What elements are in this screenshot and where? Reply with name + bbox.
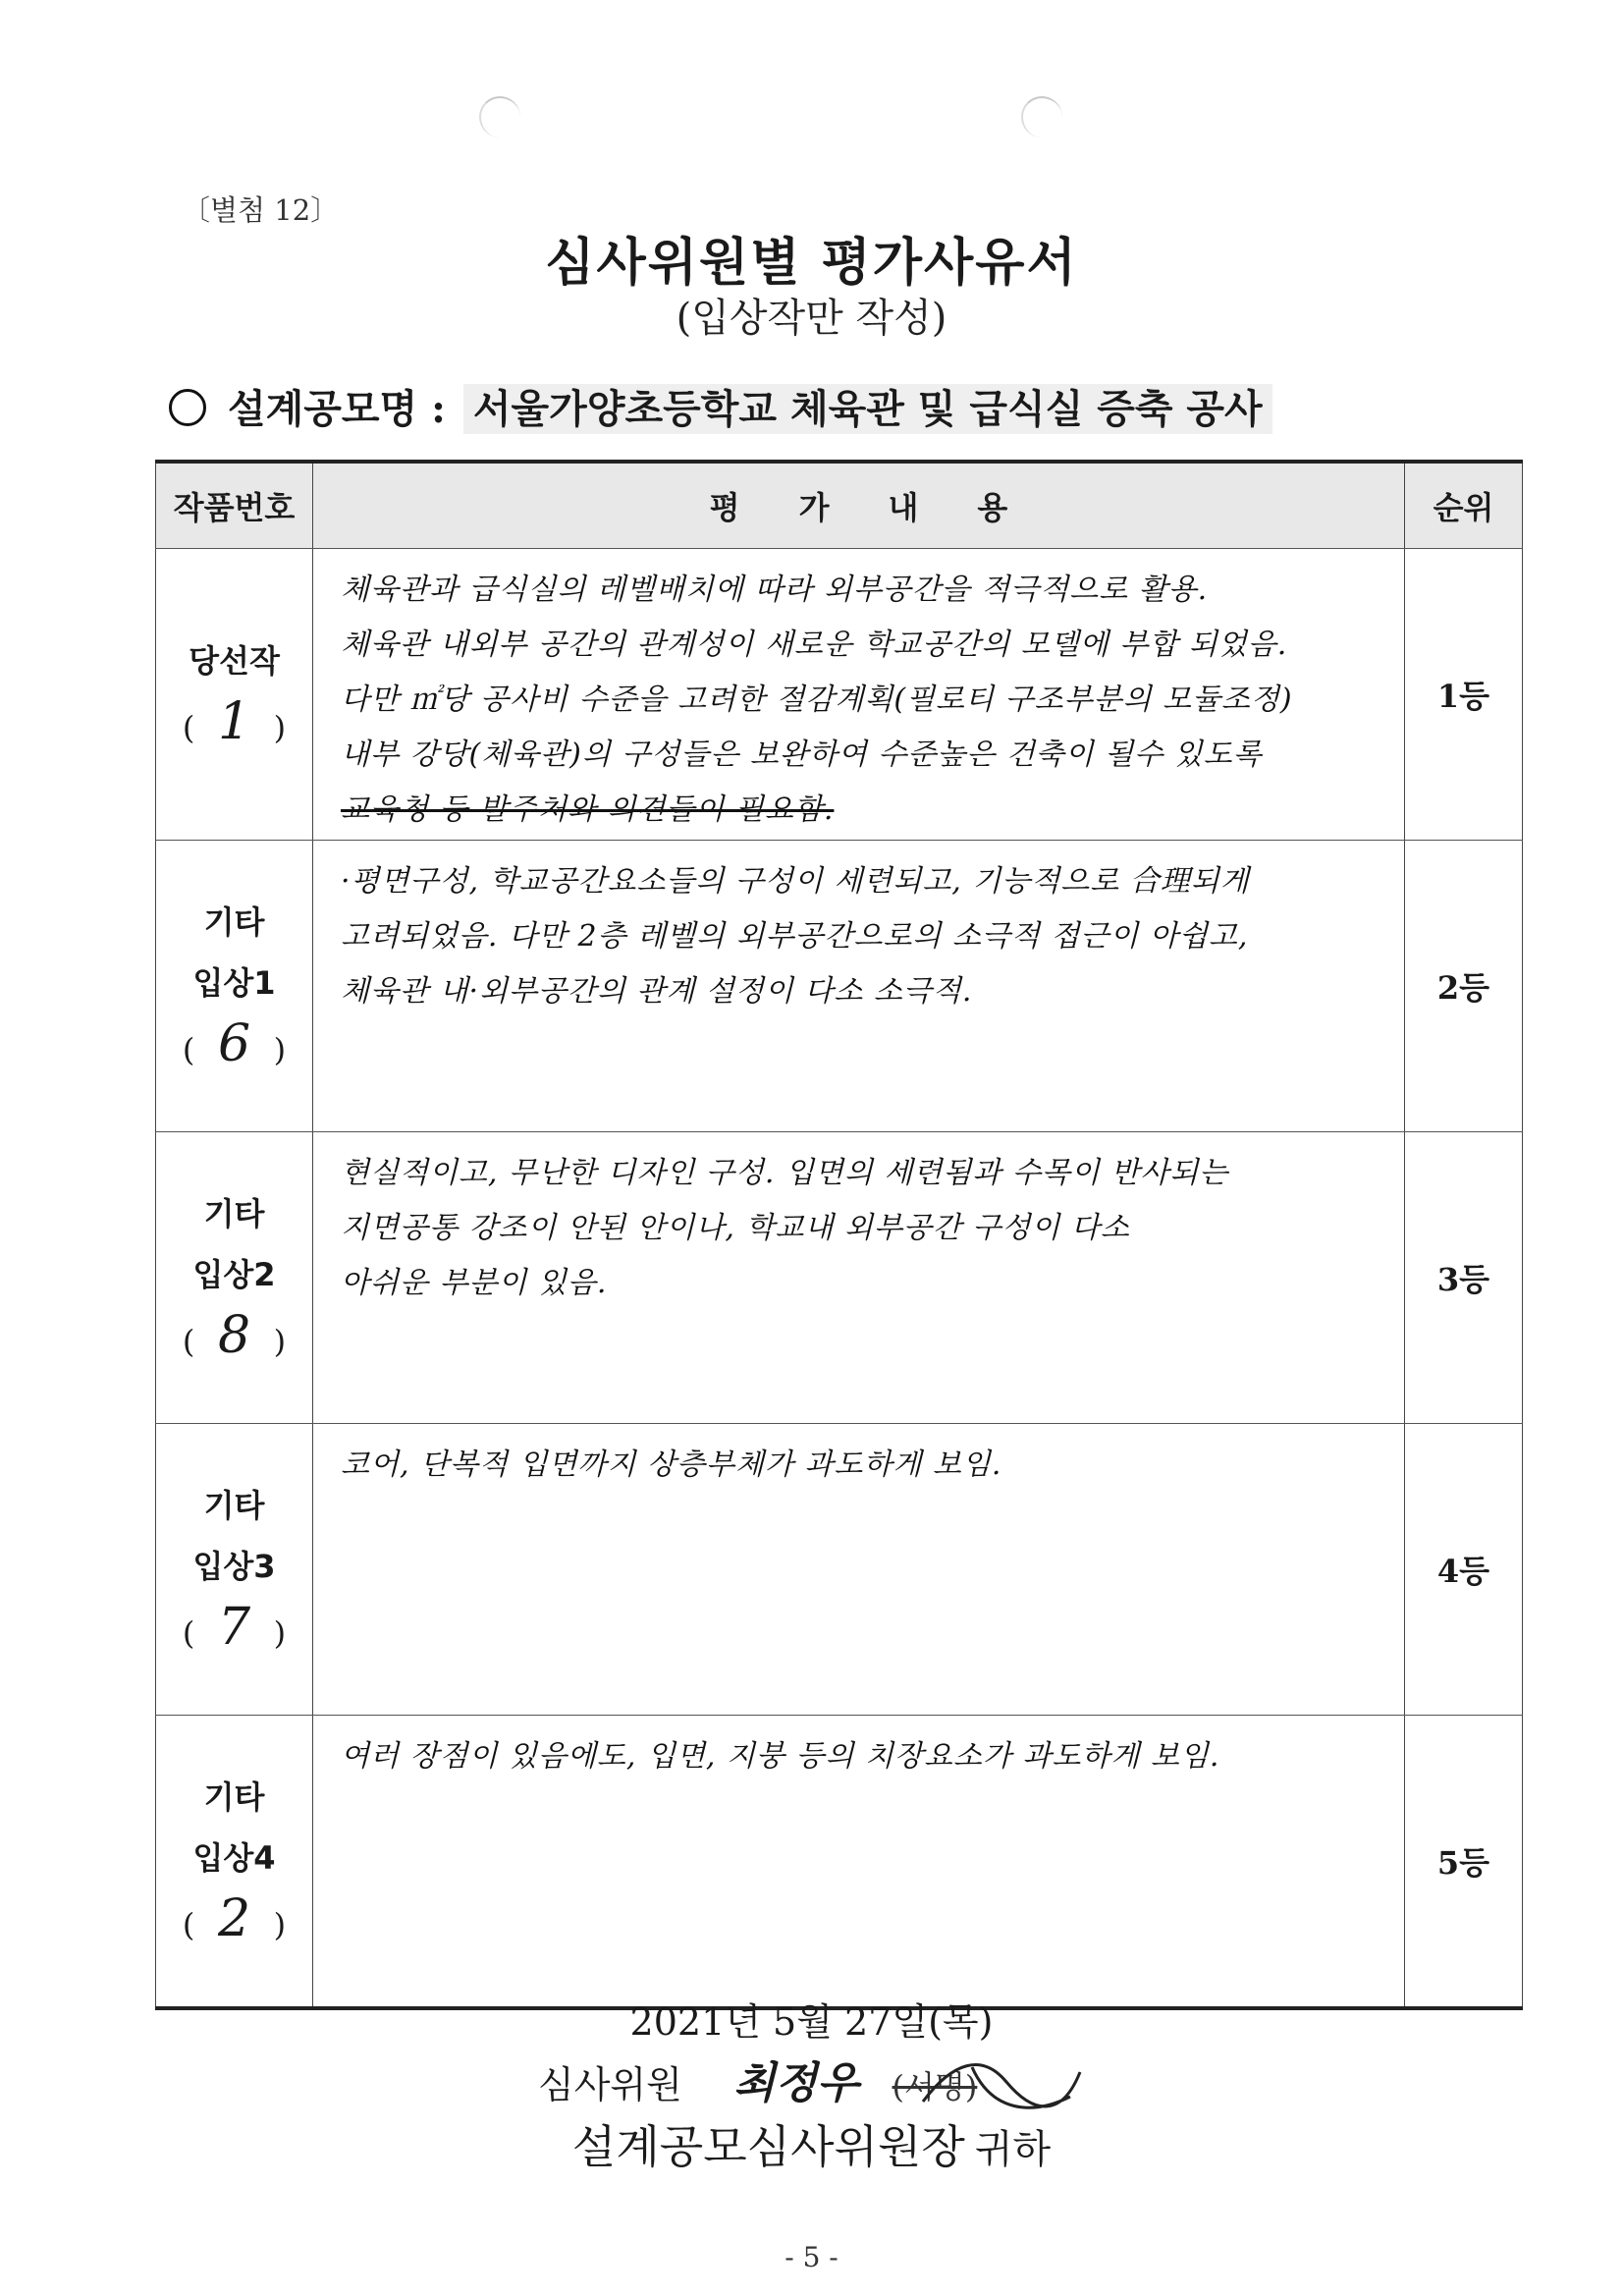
evaluation-line: 교육청 등 발주처와 의견들이 필요함. [341, 793, 835, 827]
judge-label: 심사위원 [538, 2063, 682, 2106]
signature-seal-label: (서명) [892, 2068, 978, 2105]
work-number-cell [156, 1716, 313, 2009]
punch-hole-left [479, 96, 520, 137]
work-category: 당선작 [189, 642, 280, 680]
work-category: 기타 [203, 903, 265, 941]
evaluation-content-cell [313, 1424, 1405, 1716]
addressee-name: 설계공모심사위원장 [571, 2120, 965, 2173]
table-row [156, 1424, 1523, 1716]
evaluation-table [155, 460, 1523, 2010]
document-title: 심사위원별 평가사유서 [545, 233, 1078, 293]
page-number: - 5 - [784, 2241, 839, 2273]
judge-name: 최정우 [732, 2058, 859, 2108]
evaluation-line: 다만 ㎡당 공사비 수준을 고려한 절감계획(필로티 구조부분의 모듈조정) [341, 683, 1293, 717]
work-number-cell [156, 1424, 313, 1716]
evaluation-line: 아쉬운 부분이 있음. [341, 1266, 608, 1300]
judge-line [538, 2048, 977, 2110]
evaluation-line: 여러 장점이 있음에도, 입면, 지붕 등의 치장요소가 과도하게 보임. [341, 1739, 1220, 1774]
document-date: 2021년 5월 27일(목) [629, 2000, 994, 2044]
header-evaluation-content: 평가내용 [313, 462, 1405, 549]
evaluation-content-cell [313, 1716, 1405, 2009]
work-number: ( 1 ) [182, 692, 287, 751]
work-number-value: 1 [217, 692, 251, 751]
project-value: 서울가양초등학교 체육관 및 급식실 증축 공사 [463, 384, 1272, 434]
evaluation-line: 내부 강당(체육관)의 구성들은 보완하여 수준높은 건축이 될수 있도록 [341, 738, 1263, 772]
rank-cell: 4등 [1405, 1424, 1523, 1716]
rank-cell: 1등 [1405, 549, 1523, 841]
work-number: ( 6 ) [182, 1014, 287, 1073]
evaluation-content-cell [313, 549, 1405, 841]
punch-hole-right [1021, 96, 1062, 137]
evaluation-line: 지면공통 강조이 안된 안이나, 학교내 외부공간 구성이 다소 [341, 1211, 1130, 1245]
addressee [0, 2111, 1623, 2176]
circle-bullet-icon [169, 389, 206, 426]
project-name-line [169, 378, 1272, 434]
header-work-number: 작품번호 [156, 462, 313, 549]
work-number: ( 2 ) [182, 1889, 287, 1948]
work-number: ( 7 ) [182, 1598, 287, 1657]
evaluation-line: 현실적이고, 무난한 디자인 구성. 입면의 세련됨과 수목이 반사되는 [341, 1156, 1229, 1190]
evaluation-line: 체육관과 급식실의 레벨배치에 따라 외부공간을 적극적으로 활용. [341, 573, 1209, 607]
work-number: ( 8 ) [182, 1306, 287, 1365]
table-header-row [156, 462, 1523, 549]
rank-cell: 5등 [1405, 1716, 1523, 2009]
evaluation-line: 고려되었음. 다만 2층 레벨의 외부공간으로의 소극적 접근이 아쉽고, [341, 919, 1249, 954]
work-number-value: 8 [217, 1306, 251, 1365]
work-sub-category: 입상3 [192, 1548, 276, 1585]
work-number-value: 2 [217, 1889, 251, 1948]
evaluation-content-cell [313, 841, 1405, 1132]
evaluation-line: 코어, 단복적 입면까지 상층부체가 과도하게 보임. [341, 1448, 1002, 1482]
evaluation-line: 체육관 내외부 공간의 관계성이 새로운 학교공간의 모델에 부합 되었음. [341, 628, 1288, 662]
work-sub-category: 입상4 [192, 1839, 276, 1877]
work-category: 기타 [203, 1778, 265, 1816]
rank-cell: 3등 [1405, 1132, 1523, 1424]
document-subtitle: (입상작만 작성) [676, 296, 947, 341]
work-category: 기타 [203, 1195, 265, 1232]
rank-cell: 2등 [1405, 841, 1523, 1132]
work-sub-category: 입상1 [192, 964, 276, 1002]
work-number-value: 7 [217, 1598, 251, 1657]
evaluation-line: ·평면구성, 학교공간요소들의 구성이 세련되고, 기능적으로 合理되게 [341, 864, 1250, 899]
attachment-label: 〔별첨 12〕 [182, 193, 340, 227]
project-label: 설계공모명 : [228, 386, 446, 432]
work-sub-category: 입상2 [192, 1256, 276, 1293]
table-row [156, 1716, 1523, 2009]
work-number-cell [156, 841, 313, 1132]
table-row [156, 549, 1523, 841]
work-number-cell [156, 1132, 313, 1424]
table-row [156, 841, 1523, 1132]
work-number-value: 6 [217, 1014, 251, 1073]
work-number-cell [156, 549, 313, 841]
evaluation-line: 체육관 내·외부공간의 관계 설정이 다소 소극적. [341, 974, 973, 1009]
work-category: 기타 [203, 1487, 265, 1524]
table-row [156, 1132, 1523, 1424]
evaluation-content-cell [313, 1132, 1405, 1424]
addressee-suffix: 귀하 [974, 2127, 1052, 2172]
header-rank: 순위 [1405, 462, 1523, 549]
